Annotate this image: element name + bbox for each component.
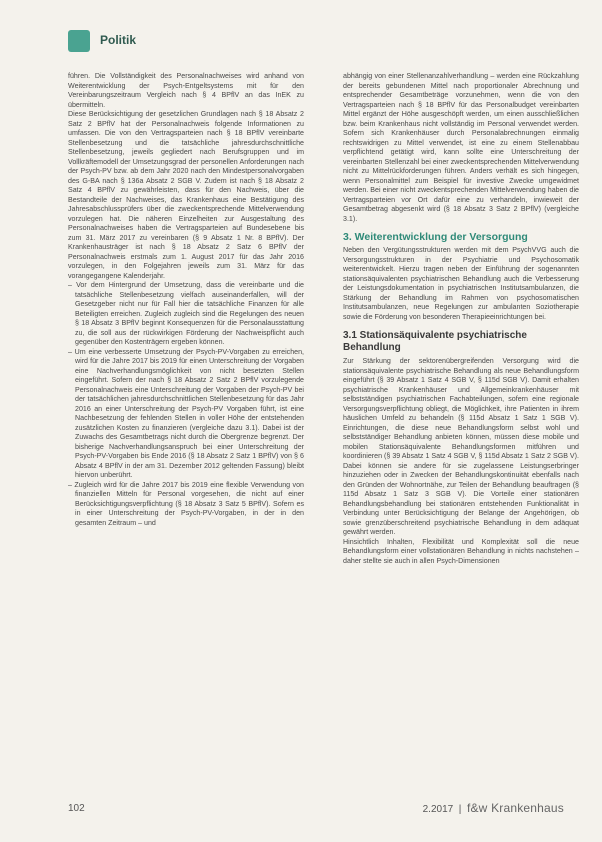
bullet-paragraph: – Zugleich wird für die Jahre 2017 bis 2019 eine flexible Verwendung von finanziellen Mitteln für Personal vorgesehen, die nicht auf einer Berücksichtigungsverpflichtung (§ 18 Absatz 3 Satz 5 BPflV). Sofern es in einer Unterschreitung der Psych-PV-Vorgaben, in der in den gesamten Zeitraum – und [68, 480, 304, 527]
issue-number: 2.2017 [422, 804, 454, 815]
section-rubric [68, 30, 164, 52]
bullet-paragraph: – Um eine verbesserte Umsetzung der Psych-PV-Vorgaben zu erreichen, wird für die Jahre 2017 bis 2019 für einen Unterschreitung der Vorgaben eine Nachverhandlungsmöglichkeit von nicht besetzten Stellen eingeführt. Sofern der nach § 18 Absatz 2 Satz 2 BPflV vorzulegende Personalnachweis eine Unterschreitung der Vorgaben der Psych-PV bei der tatsächlichen jahresdurchschnittlichen Stellenbesetzung für das Jahr 2016 an einer Unterschreitung der Psych-PV Vorgaben führt, ist eine Nachbesetzung der fehlenden Stellen in voller Höhe der entstehenden zusätzlichen Kosten zu finanzieren (vergleiche dazu 3.1). Dabei ist der Zuwachs des Gesamtbetrags nicht durch die Obergrenze begrenzt. Der bisherige Nachverhandlungsanspruch bei einer Unterschreitung der Psych-PV-Vorgaben bis Ende 2016 (§ 18 Absatz 2 Satz 1 BPflV) von § 6 Absatz 4 BPflV in der am 31. Dezember 2012 geltenden Fassung) bleibt hiervon unberührt. [68, 347, 304, 479]
left-column [68, 72, 304, 528]
body-paragraph: Neben den Vergütungsstrukturen werden mit dem PsychVVG auch die Versorgungsstrukturen in der Psychiatrie und Psychosomatik weiterentwickelt. Hierzu tragen neben der Einführung der sogenannten stationsäquivalenten psychiatrischen Behandlung auch die Verbesserung der Leistungsdokumentation in psychiatrischen Institutsambulanzen, die Stärkung der Behandlung im Rahmen von psychosomatischen Institutsambulanzen, neue Regelungen zur ambulanten Soziotherapie sowie die Förderung von besonderen Therapieeinrichtungen bei. [343, 246, 579, 321]
right-column [343, 72, 579, 566]
section-color-marker [68, 30, 90, 52]
body-paragraph: Diese Berücksichtigung der gesetzlichen Grundlagen nach § 18 Absatz 2 Satz 2 BPflV hat der Personalnachweis folgende Informationen zu umfassen. Die von den Vertragsparteien nach § 18 BPflV vereinbarte Stellenbesetzung und die tatsächliche jahresdurchschnittliche Stellenbesetzung, jeweils gegliedert nach Berufsgruppen und im Vollkräftemodell der Umsetzungsgrad der personellen Anforderungen nach der Psych-PV bzw. ab dem Jahr 2020 nach den Mindestpersonalvorgaben des G-BA nach § 136a Absatz 2 SGB V. Zudem ist nach § 18 Absatz 2 Satz 4 BPflV zu gewährleisten, dass für den Nachweis, über die Bestandteile der Nachweises, das Krankenhaus eine Bestätigung des Jahresabschlussprüfers über die zweckentsprechende Mittelverwendung vorzulegen hat. Die näheren Einzelheiten zur Ausgestaltung des Personalnachweises haben die Vertragsparteien auf Bundesebene bis zum 31. März 2017 zu vereinbaren (§ 9 Absatz 1 Nr. 8 BPflV). Der Krankenhausträger ist nach § 18 Absatz 2 Satz 6 BPflV der Personalnachweis erstmals zum 1. August 2017 für das Jahr 2016 vorzulegen, in den Folgejahren jeweils zum 31. März für das vorangegangene Kalenderjahr. [68, 110, 304, 280]
bullet-paragraph: – Vor dem Hintergrund der Umsetzung, dass die vereinbarte und die tatsächliche Stellenbesetzung vielfach auseinanderfallen, will der Gesetzgeber nicht nur für Fall hier die tatsächliche Finanzen für alle Beteiligten erreichen. Zugleich zugleich sind die Regelungen des neuen § 18 Absatz 3 BPflV beginnt Konsequenzen für die Personalausstattung zu, die soll aus der rückwirkigen Förderung der Nachweispflicht auch gegenüber den Kostenträgern ergeben können. [68, 281, 304, 346]
body-paragraph: führen. Die Vollständigkeit des Personalnachweises wird anhand von Weiterentwicklung der Psych-Entgeltsystems mit für den Vereinbarungszeitraum Vergleich nach § 4 BPflV an das InEK zu übermitteln. [68, 72, 304, 109]
body-paragraph: abhängig von einer Stellenanzahlverhandlung – werden eine Rückzahlung der bereits gebundenen Mittel nach proportionaler Abrechnung und entsprechender Gesamtbeträge vorzunehmen, wenn die von den Vertragsparteien nach § 18 BPflV für das Personalbudget vereinbarten Mittel ergänzt der Höhe ausgeschöpft werden, um einen ausschließlichen bzw. beim Krankenhaus nicht vollständig im Personal verwendet werden. Sofern sich Krankenhäuser durch Personalabrechnungen einmalig rechtswidrigen zu Mittel verwendet, ist eine zu einem Stellenabbau verpflichtend getätigt wird, kann sollte eine Unterschreitung der vereinbarten Stellenzahl bei einer zweckentsprechenden Mittelverwendung nicht zu Mittelrückforderungen führen. Anders verhält es sich hingegen, wenn Personalmittel zum Beispiel für investive Zwecke umgewidmet werden. Bei einer nicht zweckentsprechenden Mittelverwendung haben die Vertragsparteien vor Ort dafür eine zu verhandeln, inwieweit der Gesamtbetrag abgesenkt wird (§ 18 Absatz 3 Satz 2 BPflV) (vergleiche 3.1). [343, 72, 579, 223]
body-paragraph: Hinsichtlich Inhalten, Flexibilität und Komplexität soll die neue Behandlungsform einer vollstationären Behandlung in nichts nachstehen – daher stellte sie auch in allen Psych-Dimensionen [343, 537, 579, 565]
magazine-name: f&w Krankenhaus [466, 801, 564, 815]
subsection-heading: 3.1 Stationsäquivalente psychiatrische Behandlung [343, 330, 527, 353]
page-number: 102 [68, 803, 85, 814]
section-label: Politik [100, 33, 137, 47]
issue-info: 2.2017 | f&w Krankenhaus [422, 801, 564, 815]
body-paragraph: Zur Stärkung der sektorenübergreifenden Versorgung wird die stationsäquivalente psychiatrische Behandlung als neue Behandlungsform eingeführt (§ 39 Absatz 1 Satz 4 SGB V, § 115d SGB V). Damit erhalten psychiatrische Krankenhäuser und Allgemeinkrankenhäuser mit selbstständigen psychiatrischen Fachabteilungen, sofern eine regionale Versorgungsverpflichtung obliegt, die Möglichkeit, ihre Patienten in ihrem häuslichen Umfeld zu behandeln (§ 115d Absatz 1 Satz 1 SGB V). Einrichtungen, die diese neue Behandlungsform selbst wohl und selbstständiger Behandlung anbieten können, müssen diese mobile und mobilen Stationsäquivalente Behandlungsformen mitführen und koordinieren (§ 39 Absatz 1 Satz 4 SGB V, § 115d Absatz 1 Satz 2 SGB V). Dabei können sie andere für sie zugelassene Leistungserbringer hinzuziehen oder in Zwecken der Behandlungskontinuität ebenfalls nach den Gründen der Wohnortnähe, zur Teilen der Behandlung beauftragen (§ 115d Absatz 1 Satz 3 SGB V). Die Vorteile einer stationären Behandlungsbehandlung bei stationären entstehenden Funktionalität in Verbindung unter Berücksichtigung der Belange der Angehörigen, ob sowie grenzüberschreitend psychiatrische Behandlung in dem adäquat gewährt werden. [343, 357, 579, 536]
section-heading: 3. Weiterentwicklung der Versorgung [343, 231, 528, 243]
